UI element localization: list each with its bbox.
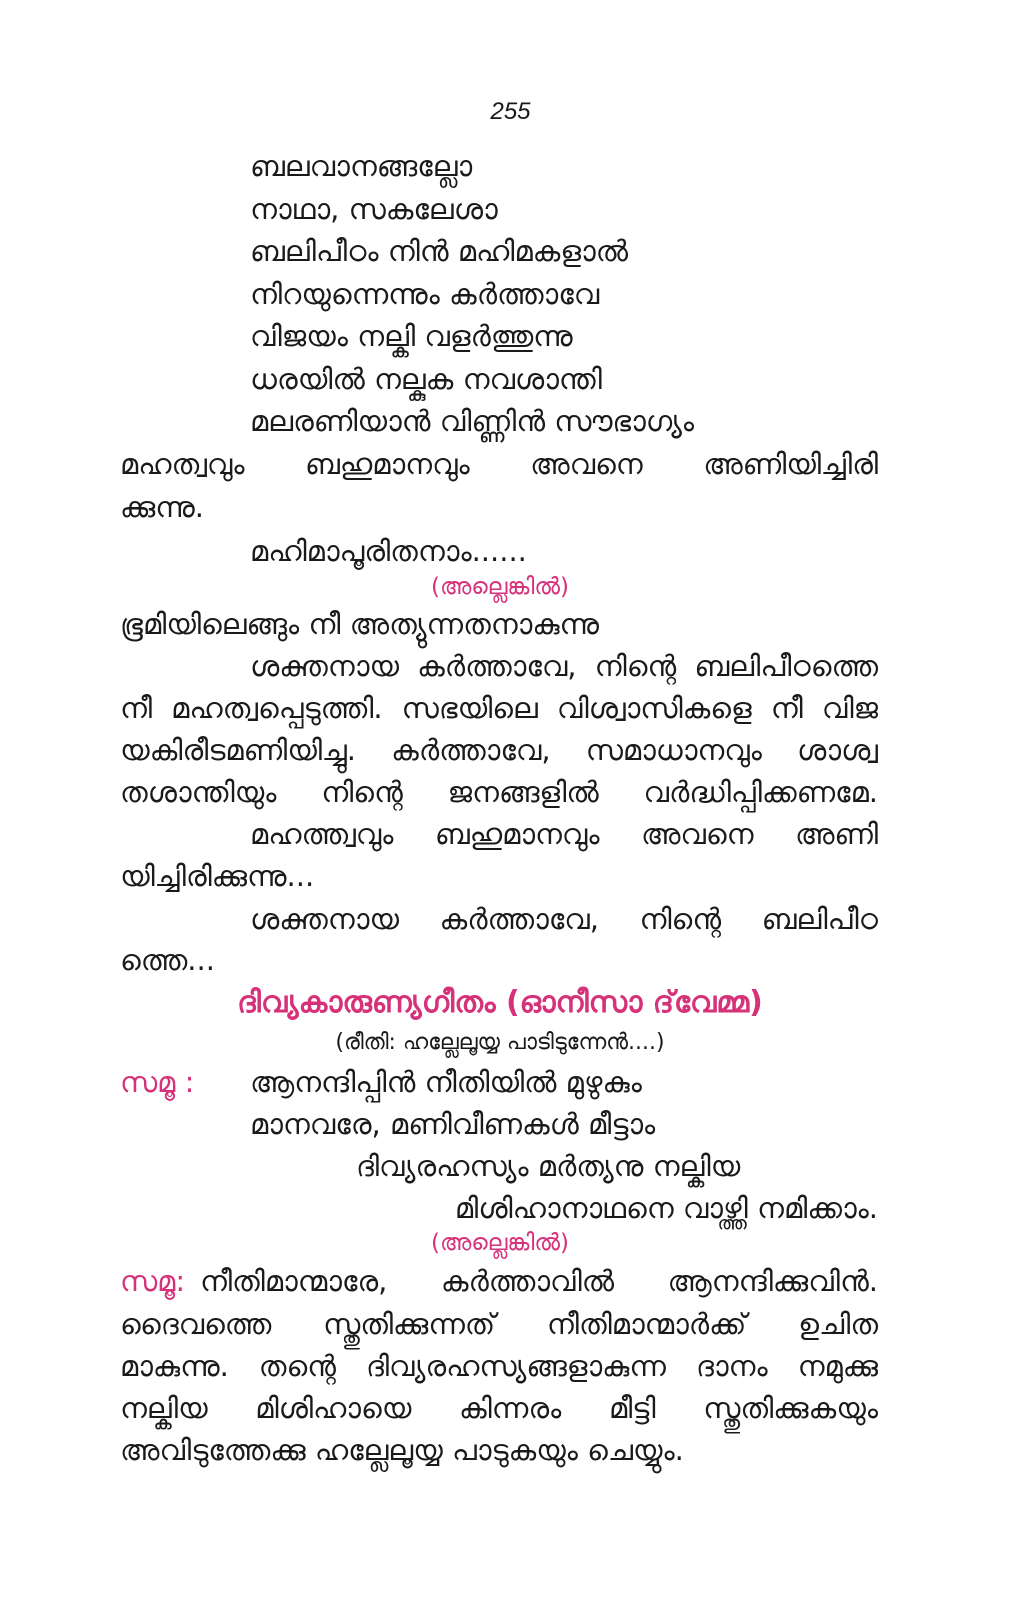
prose-line: മഹത്ത്വവും ബഹുമാനവും അവനെ അണി	[250, 817, 878, 851]
prose-line: ശക്തനായ കർത്താവേ, നിന്റെ ബലിപീഠ	[250, 902, 878, 936]
alternative-label: (അല്ലെങ്കിൽ)	[431, 574, 569, 600]
section-title: ദിവ്യകാരുണ്യഗീതം (ഓനീസാ ദ്‌വേമ്മ)	[237, 985, 763, 1020]
hymn-line: മിശിഹാനാഥനെ വാഴ്ത്തി നമിക്കാം.	[454, 1191, 878, 1225]
alternative-label: (അല്ലെങ്കിൽ)	[431, 1230, 569, 1256]
response-label: സമൂ :	[120, 1065, 195, 1099]
hymn-line: നിറയുന്നെന്നും കർത്താവേ	[250, 277, 600, 311]
prose-line: ക്കുന്നു.	[120, 490, 205, 524]
hymn-line: മാനവരേ, മണിവീണകൾ മീട്ടാം	[250, 1107, 656, 1141]
prose-line: യിച്ചിരിക്കുന്നു...	[120, 859, 315, 893]
prose-line: നീ മഹത്വപ്പെടുത്തി. സഭയിലെ വിശ്വാസികളെ നീ വിജ	[120, 691, 878, 725]
prose-line: നീതിമാന്മാരേ, കർത്താവിൽ ആനന്ദിക്കുവിൻ.	[200, 1264, 878, 1298]
hymn-line: വിജയം നല്കി വളർത്തുന്നു	[250, 319, 573, 353]
hymn-line: ബലിപീഠം നിൻ മഹിമകളാൽ	[250, 234, 629, 268]
prose-line: യകിരീടമണിയിച്ചു. കർത്താവേ, സമാധാനവും ശാശ്വ	[120, 733, 878, 767]
prose-line: അവിടുത്തേക്കു ഹല്ലേലൂയ്യ പാടുകയും ചെയ്യും.	[120, 1433, 684, 1467]
prose-line: ശക്തനായ കർത്താവേ, നിന്റെ ബലിപീഠത്തെ	[250, 649, 878, 683]
prose-line: ദൈവത്തെ സ്തുതിക്കുന്നത് നീതിമാന്മാർക്ക് ഉചിത	[120, 1307, 878, 1341]
hymn-line: ദിവ്യരഹസ്യം മർത്യനു നല്കിയ	[356, 1149, 741, 1183]
prose-line: ത്തെ...	[120, 943, 215, 977]
prose-line: തശാന്തിയും നിന്റെ ജനങ്ങളിൽ വർദ്ധിപ്പിക്കണമേ.	[120, 775, 878, 809]
prose-line: നല്കിയ മിശിഹായെ കിന്നരം മീട്ടി സ്തുതിക്കുകയും	[120, 1391, 878, 1425]
hymn-line: ബലവാനങ്ങല്ലോ	[250, 149, 473, 183]
page-number: 255	[490, 98, 531, 125]
hymn-line: ധരയിൽ നല്കുക നവശാന്തി	[250, 362, 602, 396]
tune-note: (രീതി: ഹല്ലേലൂയ്യ പാടിടുന്നേൻ....)	[335, 1030, 665, 1055]
response-label: സമൂ:	[120, 1264, 186, 1298]
prose-line: മാകുന്നു. തന്റെ ദിവ്യരഹസ്യങ്ങളാകുന്ന ദാനം നമുക്കു	[120, 1349, 878, 1383]
hymn-line: മഹിമാപൂരിതനാം......	[250, 534, 527, 568]
hymn-line: നാഥാ, സകലേശാ	[250, 192, 498, 226]
hymn-line: ആനന്ദിപ്പിൻ നീതിയിൽ മുഴുകും	[250, 1065, 642, 1099]
hymn-line: മലരണിയാൻ വിണ്ണിൻ സൗഭാഗ്യം	[250, 404, 695, 438]
prose-line: മഹത്വവും ബഹുമാനവും അവനെ അണിയിച്ചിരി	[120, 447, 878, 481]
prose-line: ഭൂമിയിലെങ്ങും നീ അത്യുന്നതനാകുന്നു	[120, 607, 600, 641]
